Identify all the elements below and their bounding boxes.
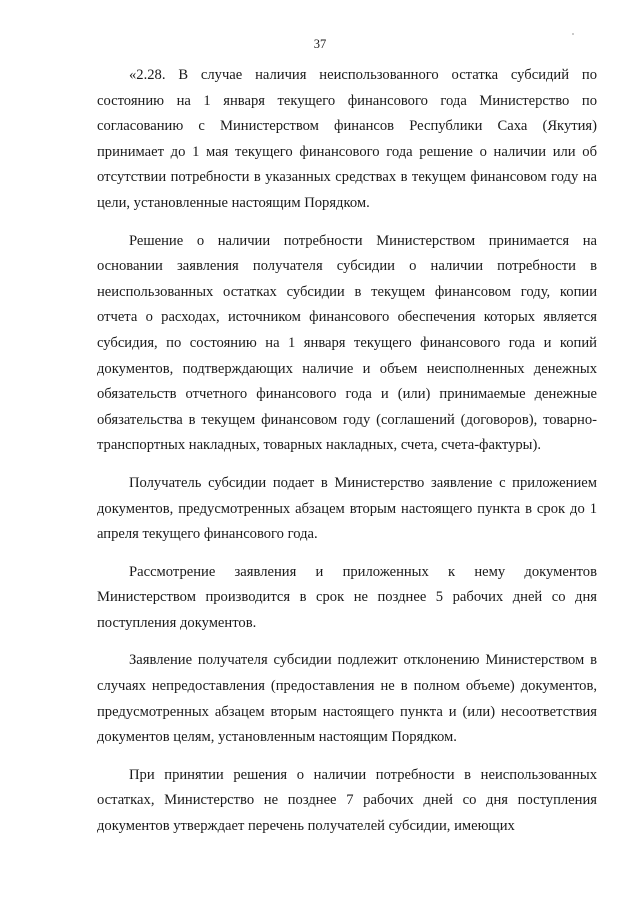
paragraph-decision-basis: Решение о наличии потребности Министерством принимается на основании заявления получателя субсидии о наличии потребности в неиспользованных остатках субсидии в текущем финансовом году, копии отчета о расходах, источником финансового обеспечения которых является субсидия, по состоянию на 1 января текущего финансового года и копий документов, подтверждающих наличие и объем неисполненных денежных обязательств отчетного финансового года и (или) принимаемые денежные обязательства в текущем финансовом году (соглашений (договоров), товарно-транспортных накладных, товарных накладных, счета, счета-фактуры).: [97, 232, 597, 454]
page-number: 37: [313, 37, 327, 51]
paragraph-review-term: Рассмотрение заявления и приложенных к нему документов Министерством производится в срок не позднее 5 рабочих дней со дня поступления документов.: [97, 563, 597, 631]
scan-speck: [572, 33, 574, 35]
paragraph-rejection-grounds: Заявление получателя субсидии подлежит отклонению Министерством в случаях непредоставления (предоставления не в полном объеме) документов, предусмотренных абзацем вторым настоящего пункта и (или) несоответствия документов целям, установленным настоящим Порядком.: [97, 652, 597, 746]
paragraph-recipient-list: При принятии решения о наличии потребности в неиспользованных остатках, Министерство не позднее 7 рабочих дней со дня поступления документов утверждает перечень получателей субсидии, имеющих: [97, 766, 597, 835]
paragraph-2-28: «2.28. В случае наличия неиспользованного остатка субсидий по состоянию на 1 января текущего финансового года Министерство по согласованию с Министерством финансов Республики Саха (Якутия) принимает до 1 мая текущего финансового года решение о наличии или об отсутствии потребности в указанных средствах в текущем финансовом году на цели, установленные настоящим Порядком.: [97, 67, 597, 211]
document-body: [97, 63, 597, 852]
paragraph-application-deadline: Получатель субсидии подает в Министерство заявление с приложением документов, предусмотренных абзацем вторым настоящего пункта в срок до 1 апреля текущего финансового года.: [97, 474, 597, 543]
